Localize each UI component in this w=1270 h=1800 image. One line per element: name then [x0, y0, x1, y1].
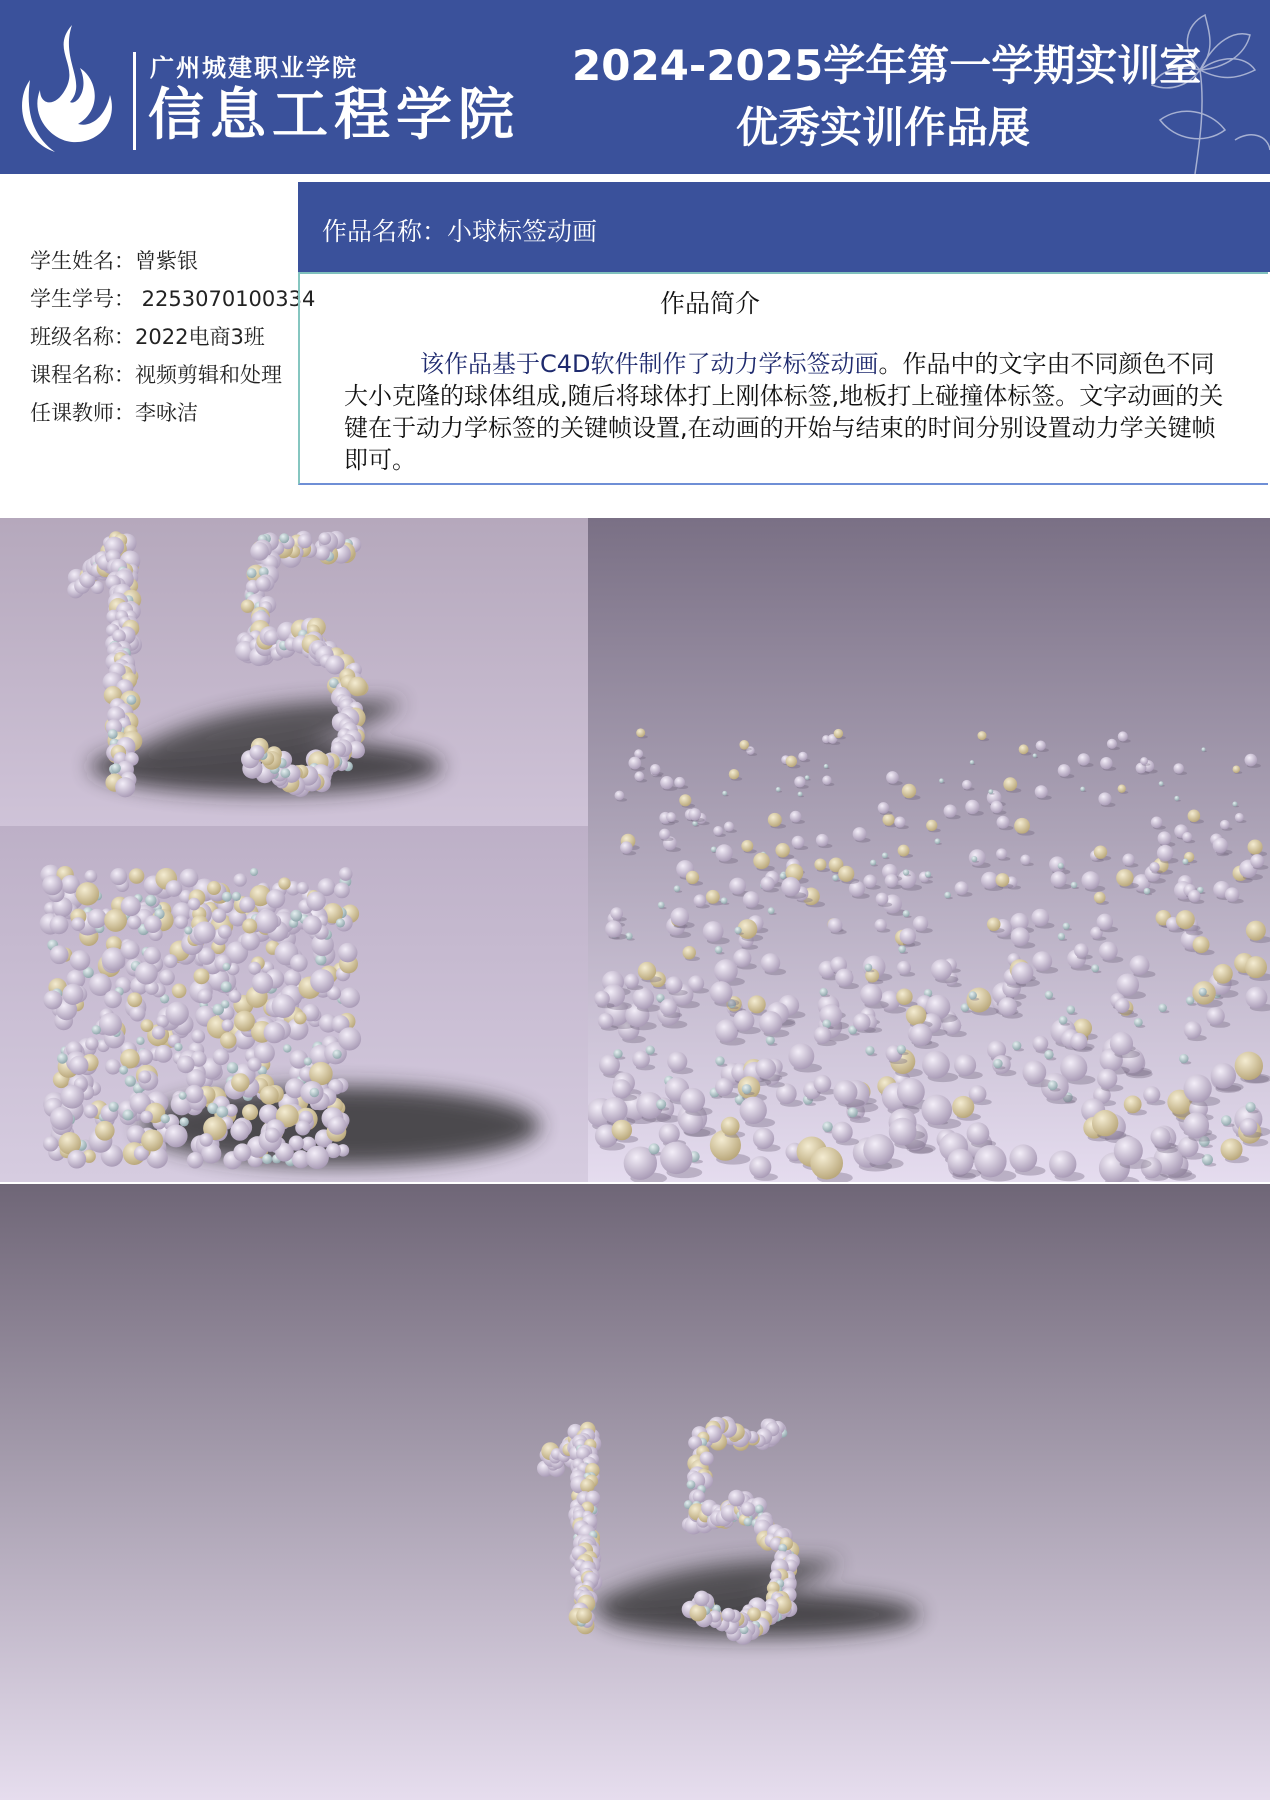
school-name-large: 信息工程学院: [148, 83, 520, 148]
intro-body: 。作品中的文字由不同颜色不同大小克隆的球体组成,随后将球体打上刚体标签,地板打上碰撞体标签。文字动画的关键在于动力学标签的关键帧设置,在动画的开始与结束的时间分别设置动力学关键帧即可。: [344, 350, 1224, 474]
work-title-bar: [298, 182, 1270, 272]
intro-box: [298, 272, 1268, 485]
render-number-15-bottom: [0, 1184, 1270, 1800]
teacher-name: 任课教师：李咏洁: [30, 401, 198, 425]
student-name: 学生姓名：曾紫银: [30, 249, 198, 273]
intro-paragraph: [344, 348, 1234, 476]
intro-heading: 作品简介: [660, 289, 761, 318]
class-name: 班级名称：2022电商3班: [30, 325, 265, 349]
course-name: 课程名称：视频剪辑和处理: [30, 363, 282, 387]
college-logo-icon: [10, 20, 120, 155]
lotus-decoration-icon: [1140, 10, 1270, 174]
intro-highlight: 该作品基于C4D软件制作了动力学标签动画: [420, 350, 879, 378]
exhibition-title-line1: 2024-2025学年第一学期实训室: [572, 41, 1202, 90]
render-exploding-spheres: [0, 826, 588, 1182]
header-banner: [0, 0, 1270, 174]
student-info: [30, 242, 315, 432]
work-title: 作品名称：小球标签动画: [322, 217, 598, 246]
header-divider: [133, 52, 136, 150]
render-scattered-spheres: [588, 518, 1270, 1182]
school-name-small: 广州城建职业学院: [150, 54, 358, 82]
student-id: 学生学号： 2253070100334: [30, 287, 316, 311]
render-number-15-top-left: [0, 518, 588, 826]
exhibition-title-line2: 优秀实训作品展: [736, 103, 1031, 152]
